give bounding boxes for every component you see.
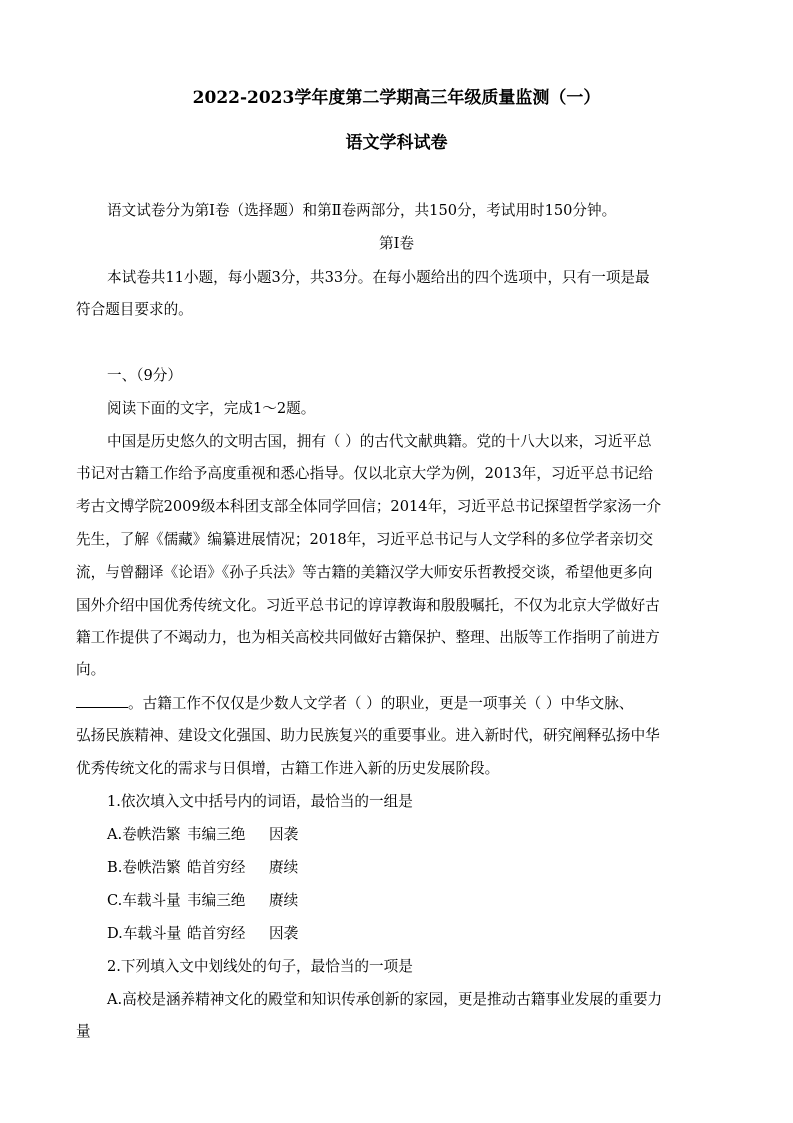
answer-option: A.高校是涵养精神文化的殿堂和知识传承创新的家园，更是推动古籍事业发展的重要力 <box>107 991 663 1008</box>
intro-line: 符合题目要求的。 <box>76 301 193 318</box>
intro-line: 语文试卷分为第Ⅰ卷（选择题）和第Ⅱ卷两部分，共150分，考试用时150分钟。 <box>107 202 617 219</box>
intro-line: 本试卷共11小题，每小题3分，共33分。在每小题给出的四个选项中，只有一项是最 <box>107 269 650 286</box>
option-text: 韦编三绝 <box>187 826 246 843</box>
volume-label: 第Ⅰ卷 <box>379 235 414 252</box>
exam-title: 2022-2023学年度第二学期高三年级质量监测（一） <box>192 88 601 108</box>
passage-line: 籍工作提供了不竭动力，也为相关高校共同做好古籍保护、整理、出版等工作指明了前进方 <box>76 629 660 646</box>
option-text: C.车载斗量 <box>107 892 181 909</box>
fill-in-blank <box>76 693 128 708</box>
passage-line: 考古文博学院2009级本科团支部全体同学回信；2014年，习近平总书记探望哲学家汤一介 <box>76 498 662 515</box>
passage-line: 优秀传统文化的需求与日俱增，古籍工作进入新的历史发展阶段。 <box>76 760 500 777</box>
option-text: A.卷帙浩繁 <box>107 826 181 843</box>
option-text: 皓首穷经 <box>187 925 246 942</box>
section-instruction: 阅读下面的文字，完成1～2题。 <box>107 400 316 417</box>
option-text: D.车载斗量 <box>107 925 182 942</box>
answer-option <box>107 891 407 911</box>
passage-line: 中国是历史悠久的文明古国，拥有（ ）的古代文献典籍。党的十八大以来，习近平总 <box>107 433 652 450</box>
section-heading: 一、（9分） <box>107 367 182 384</box>
passage-line <box>76 693 633 714</box>
answer-option <box>107 825 407 845</box>
answer-option <box>107 924 407 944</box>
passage-line: 流，与曾翻译《论语》《孙子兵法》等古籍的美籍汉学大师安乐哲教授交谈，希望他更多向 <box>76 564 653 581</box>
passage-line: 向。 <box>76 661 106 678</box>
passage-line: 先生，了解《儒藏》编纂进展情况；2018年，习近平总书记与人文学科的多位学者亲切交 <box>76 531 654 548</box>
passage-line: 国外介绍中国优秀传统文化。习近平总书记的谆谆教诲和殷殷嘱托，不仅为北京大学做好古 <box>76 597 660 614</box>
passage-text: 。古籍工作不仅仅是少数人文学者（ ）的职业，更是一项事关（ ）中华文脉、 <box>128 695 634 712</box>
option-text: 因袭 <box>269 925 299 942</box>
option-text: 因袭 <box>269 826 299 843</box>
passage-line: 书记对古籍工作给予高度重视和悉心指导。仅以北京大学为例，2013年，习近平总书记给 <box>76 465 654 482</box>
option-text: 赓续 <box>269 859 299 876</box>
option-text: 皓首穷经 <box>187 859 246 876</box>
question-stem: 1.依次填入文中括号内的词语，最恰当的一组是 <box>107 793 413 810</box>
answer-option: 量 <box>76 1023 91 1040</box>
exam-subtitle: 语文学科试卷 <box>345 133 448 153</box>
answer-option <box>107 858 407 878</box>
question-stem: 2.下列填入文中划线处的句子，最恰当的一项是 <box>107 958 413 975</box>
option-text: B.卷帙浩繁 <box>107 859 181 876</box>
option-text: 韦编三绝 <box>187 892 246 909</box>
passage-line: 弘扬民族精神、建设文化强国、助力民族复兴的重要事业。进入新时代，研究阐释弘扬中华 <box>76 727 660 744</box>
option-text: 赓续 <box>269 892 299 909</box>
